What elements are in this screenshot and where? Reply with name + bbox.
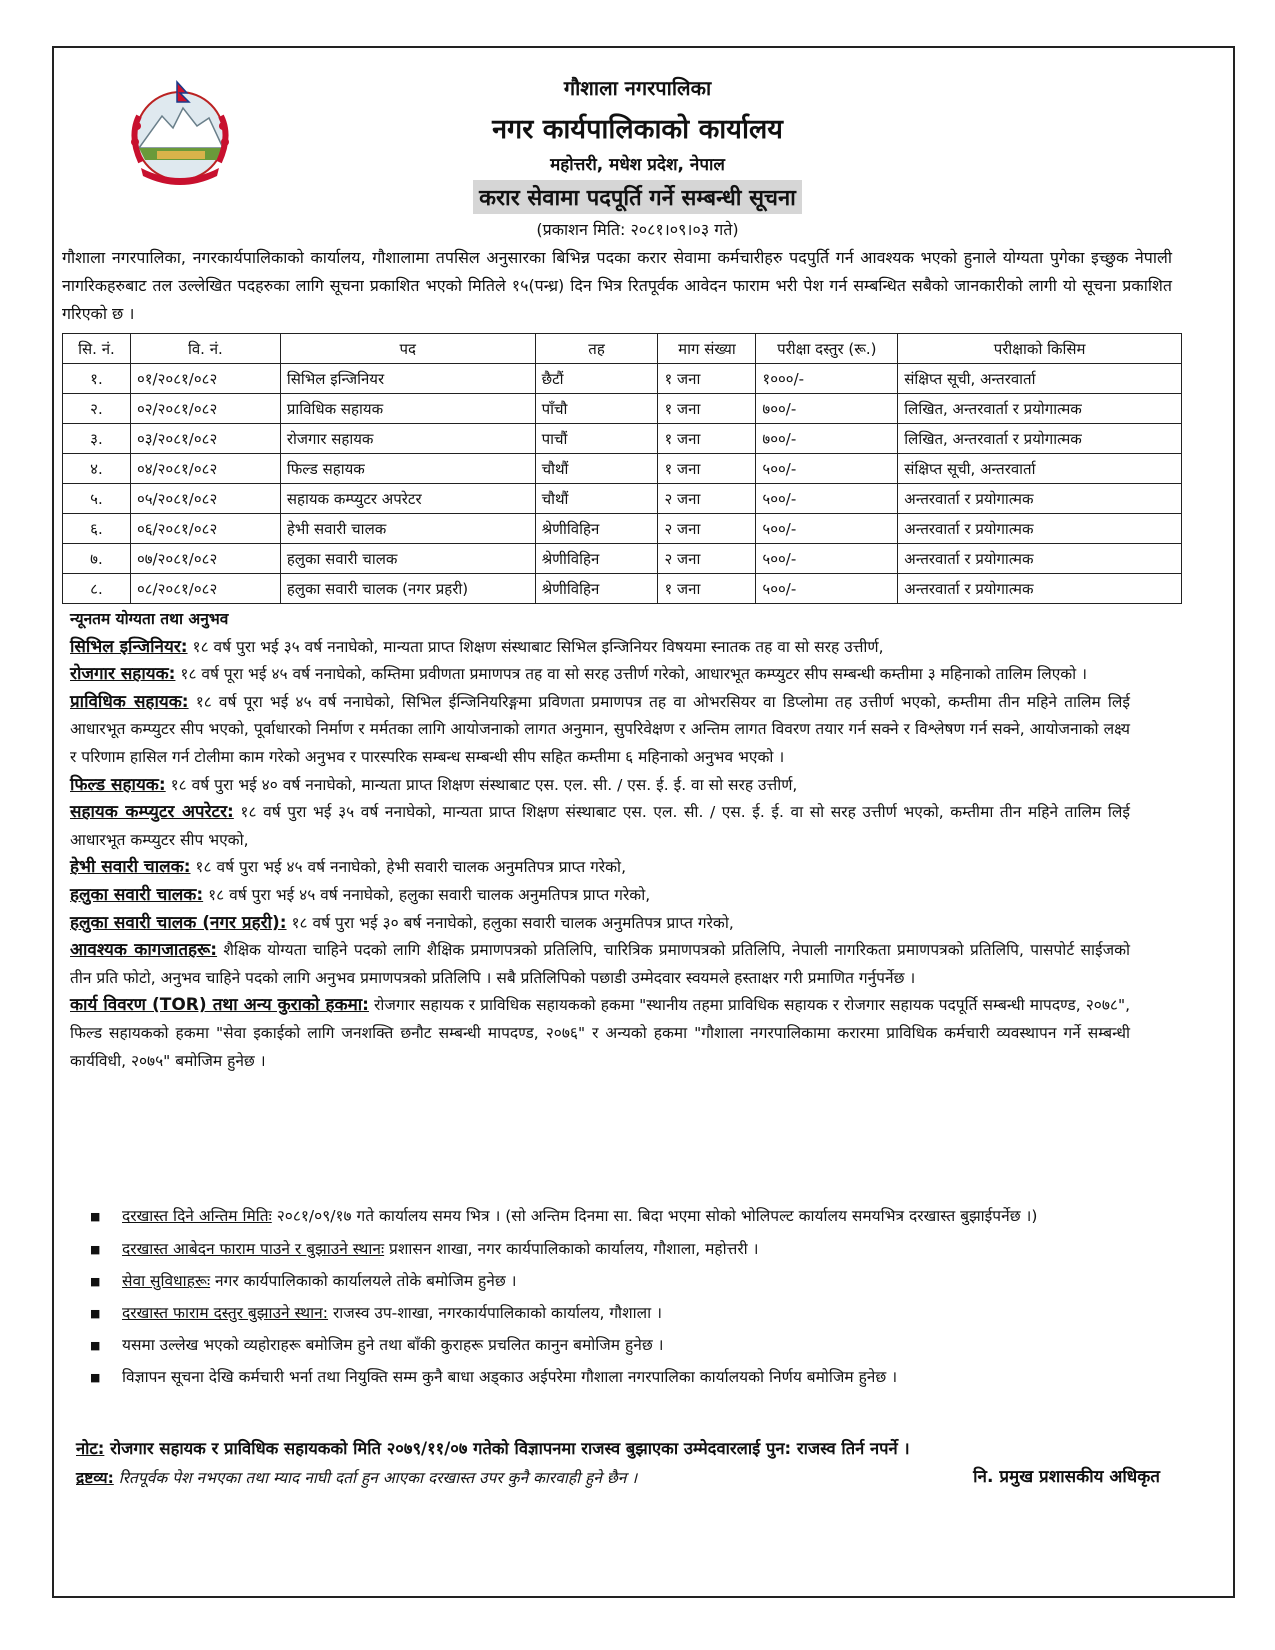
note-item bbox=[70, 1364, 1140, 1391]
qualification-item bbox=[70, 772, 1130, 800]
cell-demand: १ जना bbox=[658, 424, 756, 454]
cell-post: हलुका सवारी चालक (नगर प्रहरी) bbox=[280, 574, 535, 604]
cell-demand: २ जना bbox=[658, 544, 756, 574]
col-header-fee: परीक्षा दस्तुर (रू.) bbox=[756, 334, 898, 364]
cell-serial: १. bbox=[63, 364, 131, 394]
footer-drastavya bbox=[76, 1466, 776, 1488]
qualification-label: हलुका सवारी चालक (नगर प्रहरी): bbox=[70, 912, 287, 933]
cell-fee: ५००/- bbox=[756, 544, 898, 574]
qualification-item bbox=[70, 661, 1130, 689]
cell-serial: ३. bbox=[63, 424, 131, 454]
cell-exam-type: संक्षिप्त सूची, अन्तरवार्ता bbox=[898, 454, 1182, 484]
footer-note bbox=[76, 1436, 1146, 1459]
qualification-item bbox=[70, 882, 1130, 910]
cell-post: हेभी सवारी चालक bbox=[280, 514, 535, 544]
table-row bbox=[63, 424, 1182, 454]
table-row bbox=[63, 484, 1182, 514]
drastavya-text: रितपूर्वक पेश नभएका तथा म्याद नाघी दर्ता हुन आएका दरखास्त उपर कुनै कारवाही हुने छैन । bbox=[113, 1469, 638, 1487]
square-bullet-icon: ■ bbox=[90, 1339, 101, 1352]
office-name: नगर कार्यपालिकाको कार्यालय bbox=[492, 114, 783, 145]
table-row bbox=[63, 514, 1182, 544]
square-bullet-icon: ■ bbox=[90, 1307, 101, 1320]
drastavya-label: द्रष्टव्य: bbox=[76, 1469, 114, 1487]
notice-title: करार सेवामा पदपूर्ति गर्ने सम्बन्धी सूचना bbox=[473, 180, 802, 214]
cell-serial: ५. bbox=[63, 484, 131, 514]
cell-post: फिल्ड सहायक bbox=[280, 454, 535, 484]
cell-fee: ७००/- bbox=[756, 424, 898, 454]
cell-serial: ७. bbox=[63, 544, 131, 574]
cell-level: चौथौं bbox=[535, 454, 658, 484]
cell-serial: ४. bbox=[63, 454, 131, 484]
cell-post: प्राविधिक सहायक bbox=[280, 394, 535, 424]
qualification-text: १८ वर्ष पूरा भई ४५ वर्ष ननाघेको, सिभिल ईन्जिनियरिङ्गमा प्रविणता प्रमाणपत्र तह वा ओभरसियर वा डिप्लोमा तह उत्तीर्ण भएको, कम्तीमा तीन महिने तालिम लिई आधारभूत कम्प्युटर सीप भएको, पूर्वाधारको निर्माण र मर्मतका लागि आयोजनाको लागत अनुमान, सुपरिवेक्षण र अन्तिम लागत विवरण तयार गर्न सक्ने र विश्लेषण गर्न सक्ने, आयोजनाको लक्ष्य र परिणाम हासिल गर्न टोलीमा काम गरेको अनुभव र पारस्परिक सम्बन्ध सम्बन्धी सीप सहित कम्तीमा ६ महिनाको अनुभव भएको । bbox=[70, 692, 1131, 766]
qualification-label: फिल्ड सहायक: bbox=[70, 774, 166, 795]
cell-exam-type: अन्तरवार्ता र प्रयोगात्मक bbox=[898, 514, 1182, 544]
note-item-label: दरखास्त फाराम दस्तुर बुझाउने स्थान: bbox=[122, 1304, 329, 1322]
qualification-item bbox=[70, 992, 1130, 1075]
note-item-text: यसमा उल्लेख भएको व्यहोराहरू बमोजिम हुने तथा बाँकी कुराहरू प्रचलित कानुन बमोजिम हुनेछ । bbox=[122, 1336, 664, 1354]
note-item bbox=[70, 1236, 1140, 1263]
qualification-label: हेभी सवारी चालक: bbox=[70, 857, 191, 878]
note-item bbox=[70, 1332, 1140, 1359]
qualification-text: १८ वर्ष पुरा भई ३० बर्ष ननाघेको, हलुका सवारी चालक अनुमतिपत्र प्राप्त गरेको, bbox=[286, 913, 734, 932]
table-row bbox=[63, 574, 1182, 604]
publication-date: (प्रकाशन मिति: २०८१।०९।०३ गते) bbox=[536, 220, 739, 239]
qualification-text: १८ वर्ष पूरा भई ४५ वर्ष ननाघेको, कम्तिमा प्रवीणता प्रमाणपत्र तह वा सो सरह उत्तीर्ण गरेको, आधारभूत कम्प्युटर सीप सम्बन्धी कम्तीमा ३ महिनाको तालिम लिएको । bbox=[175, 665, 1088, 684]
qualification-text: १८ वर्ष पुरा भई ३५ वर्ष ननाघेको, मान्यता प्राप्त शिक्षण संस्थाबाट सिभिल इन्जिनियर विषयमा स्नातक तह वा सो सरह उत्तीर्ण, bbox=[187, 637, 884, 656]
notes-list bbox=[70, 1203, 1140, 1396]
qualifications-section bbox=[70, 606, 1130, 1075]
note-item-text: राजस्व उप-शाखा, नगरकार्यपालिकाको कार्यालय, गौशाला । bbox=[328, 1304, 662, 1322]
note-item-label: सेवा सुविधाहरूः bbox=[122, 1272, 211, 1290]
cell-ad-number: ०७/२०८१/०८२ bbox=[130, 544, 280, 574]
cell-ad-number: ०२/२०८१/०८२ bbox=[130, 394, 280, 424]
col-header-post: पद bbox=[280, 334, 535, 364]
cell-level: पाँचौ bbox=[535, 394, 658, 424]
table-row bbox=[63, 364, 1182, 394]
note-item bbox=[70, 1268, 1140, 1295]
cell-fee: ५००/- bbox=[756, 574, 898, 604]
cell-exam-type: अन्तरवार्ता र प्रयोगात्मक bbox=[898, 544, 1182, 574]
note-item-text: नगर कार्यपालिकाको कार्यालयले तोके बमोजिम हुनेछ । bbox=[210, 1272, 517, 1290]
square-bullet-icon: ■ bbox=[90, 1243, 101, 1256]
qualification-label: हलुका सवारी चालक: bbox=[70, 884, 204, 905]
cell-post: हलुका सवारी चालक bbox=[280, 544, 535, 574]
note-item-label: दरखास्त आबेदन फाराम पाउने र बुझाउने स्थानः bbox=[122, 1240, 385, 1258]
col-header-serial: सि. नं. bbox=[63, 334, 131, 364]
table-row bbox=[63, 394, 1182, 424]
table-header-row bbox=[63, 334, 1182, 364]
cell-exam-type: लिखित, अन्तरवार्ता र प्रयोगात्मक bbox=[898, 394, 1182, 424]
cell-fee: ५००/- bbox=[756, 484, 898, 514]
cell-serial: २. bbox=[63, 394, 131, 424]
cell-level: छैटौं bbox=[535, 364, 658, 394]
cell-level: पाचौं bbox=[535, 424, 658, 454]
qualification-label: कार्य विवरण (TOR) तथा अन्य कुराको हकमा: bbox=[70, 995, 369, 1016]
qualification-text: शैक्षिक योग्यता चाहिने पदको लागि शैक्षिक प्रमाणपत्रको प्रतिलिपि, चारित्रिक प्रमाणपत्रको प्रतिलिपि, नेपाली नागरिकता प्रमाणपत्रको प्रतिलिपि, पासपोर्ट साईजको तीन प्रति फोटो, अनुभव चाहिने पदको लागि अनुभव प्रमाणपत्रको प्रतिलिपि । सबै प्रतिलिपिको पछाडी उम्मेदवार स्वयमले हस्ताक्षर गरी प्रमाणित गर्नुपर्नेछ । bbox=[70, 941, 1130, 987]
qualification-label: सिभिल इन्जिनियर: bbox=[70, 636, 188, 657]
cell-post: रोजगार सहायक bbox=[280, 424, 535, 454]
qualifications-heading: न्यूनतम योग्यता तथा अनुभव bbox=[70, 610, 229, 628]
cell-post: सिभिल इन्जिनियर bbox=[280, 364, 535, 394]
cell-demand: १ जना bbox=[658, 454, 756, 484]
cell-ad-number: ०३/२०८१/०८२ bbox=[130, 424, 280, 454]
qualification-label: आवश्यक कागजातहरू: bbox=[70, 940, 218, 961]
qualification-text: १८ वर्ष पुरा भई ४० वर्ष ननाघेको, मान्यता प्राप्त शिक्षण संस्थाबाट एस. एल. सी. / एस. ई. ई. वा सो सरह उत्तीर्ण, bbox=[165, 775, 798, 794]
cell-ad-number: ०८/२०८१/०८२ bbox=[130, 574, 280, 604]
signatory: नि. प्रमुख प्रशासकीय अधिकृत bbox=[973, 1467, 1160, 1487]
cell-exam-type: अन्तरवार्ता र प्रयोगात्मक bbox=[898, 574, 1182, 604]
cell-ad-number: ०५/२०८१/०८२ bbox=[130, 484, 280, 514]
cell-post: सहायक कम्प्युटर अपरेटर bbox=[280, 484, 535, 514]
col-header-ad-number: वि. नं. bbox=[130, 334, 280, 364]
cell-fee: ५००/- bbox=[756, 454, 898, 484]
cell-demand: १ जना bbox=[658, 574, 756, 604]
municipality-name: गौशाला नगरपालिका bbox=[563, 76, 712, 100]
table-row bbox=[63, 544, 1182, 574]
cell-fee: १०००/- bbox=[756, 364, 898, 394]
office-address: महोत्तरी, मधेश प्रदेश, नेपाल bbox=[550, 155, 725, 175]
intro-paragraph: गौशाला नगरपालिका, नगरकार्यपालिकाको कार्यालय, गौशालामा तपसिल अनुसारका बिभिन्न पदका करार सेवामा कर्मचारीहरु पदपुर्ति गर्न आवश्यक भएको हुनाले योग्यता पुगेका इच्छुक नेपाली नागरिकहरुबाट तल उल्लेखित पदहरुका लागि सूचना प्रकाशित भएको मितिले १५(पन्ध्र) दिन भित्र रितपूर्वक आवेदन फाराम भरी पेश गर्न सम्बन्धित सबैको जानकारीको लागी यो सूचना प्रकाशित गरिएको छ । bbox=[62, 248, 1172, 323]
qualification-item bbox=[70, 854, 1130, 882]
note-item-text: २०८१/०९/१७ गते कार्यालय समय भित्र । (सो अन्तिम दिनमा सा. बिदा भएमा सोको भोलिपल्ट कार्यालय समयभित्र दरखास्त बुझाईपर्नेछ ।) bbox=[271, 1207, 1038, 1225]
square-bullet-icon: ■ bbox=[90, 1275, 101, 1288]
cell-serial: ६. bbox=[63, 514, 131, 544]
cell-serial: ८. bbox=[63, 574, 131, 604]
col-header-exam-type: परीक्षाको किसिम bbox=[898, 334, 1182, 364]
qualification-item bbox=[70, 910, 1130, 938]
col-header-level: तह bbox=[535, 334, 658, 364]
qualification-label: प्राविधिक सहायक: bbox=[70, 691, 189, 712]
cell-exam-type: अन्तरवार्ता र प्रयोगात्मक bbox=[898, 484, 1182, 514]
note-item bbox=[70, 1203, 1140, 1230]
cell-exam-type: लिखित, अन्तरवार्ता र प्रयोगात्मक bbox=[898, 424, 1182, 454]
cell-exam-type: संक्षिप्त सूची, अन्तरवार्ता bbox=[898, 364, 1182, 394]
cell-demand: २ जना bbox=[658, 484, 756, 514]
cell-fee: ७००/- bbox=[756, 394, 898, 424]
cell-level: श्रेणीविहिन bbox=[535, 544, 658, 574]
qualification-item bbox=[70, 799, 1130, 854]
col-header-demand: माग संख्या bbox=[658, 334, 756, 364]
cell-demand: २ जना bbox=[658, 514, 756, 544]
note-item-text: प्रशासन शाखा, नगर कार्यपालिकाको कार्यालय, गौशाला, महोत्तरी । bbox=[384, 1240, 759, 1258]
qualification-text: १८ वर्ष पुरा भई ४५ वर्ष ननाघेको, हेभी सवारी चालक अनुमतिपत्र प्राप्त गरेको, bbox=[190, 858, 626, 877]
qualification-text: १८ वर्ष पुरा भई ३५ वर्ष ननाघेको, मान्यता प्राप्त शिक्षण संस्थाबाट एस. एल. सी. / एस. ई. ई. वा सो सरह उत्तीर्ण भएको, कम्तीमा तीन महिने तालिम लिई आधारभूत कम्प्युटर सीप भएको, bbox=[70, 803, 1130, 849]
cell-level: श्रेणीविहिन bbox=[535, 514, 658, 544]
cell-fee: ५००/- bbox=[756, 514, 898, 544]
note-item bbox=[70, 1300, 1140, 1327]
note-text: रोजगार सहायक र प्राविधिक सहायकको मिति २०७९/११/०७ गतेको विज्ञापनमा राजस्व बुझाएका उम्मेदवारलाई पुन: राजस्व तिर्न नपर्ने । bbox=[104, 1439, 910, 1458]
cell-demand: १ जना bbox=[658, 394, 756, 424]
square-bullet-icon: ■ bbox=[90, 1371, 101, 1384]
cell-level: श्रेणीविहिन bbox=[535, 574, 658, 604]
note-label: नोट: bbox=[76, 1439, 105, 1458]
qualification-label: सहायक कम्प्युटर अपरेटर: bbox=[70, 802, 234, 823]
cell-level: चौथौं bbox=[535, 484, 658, 514]
qualification-text: रोजगार सहायक र प्राविधिक सहायकको हकमा "स्थानीय तहमा प्राविधिक सहायक र रोजगार सहायक पदपूर्ति सम्बन्धी मापदण्ड, २०७८", फिल्ड सहायकको हकमा "सेवा इकाईको लागि जनशक्ति छनौट सम्बन्धी मापदण्ड, २०७६" र अन्यको हकमा "गौशाला नगरपालिकामा करारमा प्राविधिक कर्मचारी व्यवस्थापन गर्ने सम्बन्धी कार्यविधी, २०७५" बमोजिम हुनेछ । bbox=[70, 996, 1130, 1070]
qualification-text: १८ वर्ष पुरा भई ४५ वर्ष ननाघेको, हलुका सवारी चालक अनुमतिपत्र प्राप्त गरेको, bbox=[203, 885, 651, 904]
note-item-label: दरखास्त दिने अन्तिम मितिः bbox=[122, 1207, 272, 1225]
notice-title-wrap bbox=[0, 180, 1275, 214]
qualification-item bbox=[70, 634, 1130, 662]
note-item-text: विज्ञापन सूचना देखि कर्मचारी भर्ना तथा नियुक्ति सम्म कुनै बाधा अड्काउ अईपरेमा गौशाला नगरपालिका कार्यालयको निर्णय बमोजिम हुनेछ । bbox=[122, 1368, 898, 1386]
square-bullet-icon: ■ bbox=[90, 1210, 101, 1223]
cell-ad-number: ०१/२०८१/०८२ bbox=[130, 364, 280, 394]
vacancy-table bbox=[62, 333, 1182, 604]
cell-ad-number: ०६/२०८१/०८२ bbox=[130, 514, 280, 544]
qualification-label: रोजगार सहायक: bbox=[70, 664, 176, 685]
cell-ad-number: ०४/२०८१/०८२ bbox=[130, 454, 280, 484]
table-row bbox=[63, 454, 1182, 484]
cell-demand: १ जना bbox=[658, 364, 756, 394]
qualification-item bbox=[70, 689, 1130, 772]
qualification-item bbox=[70, 937, 1130, 992]
